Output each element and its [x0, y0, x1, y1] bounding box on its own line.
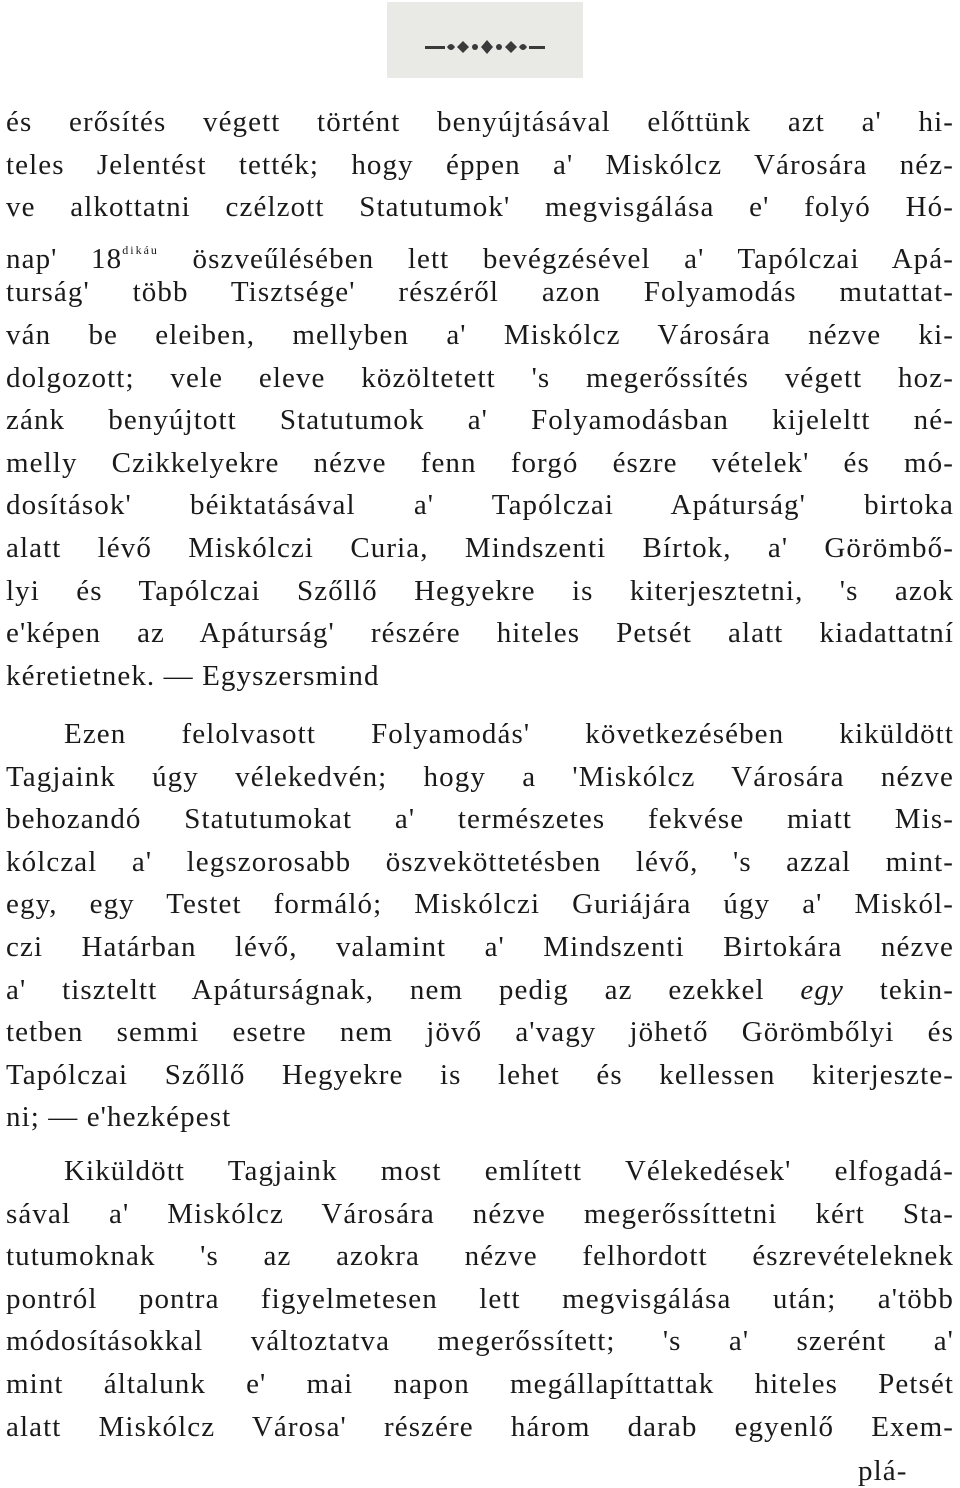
date-superscript: dikáu — [122, 242, 159, 257]
text-line: sával a' Miskólcz Városára nézve megerőssíttetni kért Sta- — [6, 1197, 954, 1230]
text-line: Tagjaink úgy vélekedvén; hogy a 'Miskólcz Városára nézve — [6, 760, 954, 793]
text-line: kéretietnek. — Egyszersmind — [6, 659, 380, 692]
text-line: melly Czikkelyekre nézve fenn forgó észre vételek' és mó- — [6, 446, 954, 479]
text-fragment: nap' 18 — [6, 242, 123, 275]
text-line-with-emphasis — [6, 969, 954, 1012]
text-fragment: tekin- — [879, 973, 954, 1006]
text-line: egy, egy Testet formáló; Miskólczi Guriájára úgy a' Miskól- — [6, 888, 954, 921]
text-line: pontról pontra figyelmetesen lett megvisgálása után; a'több — [6, 1282, 954, 1315]
text-line: tetben semmi esetre nem jövő a'vagy jöhető Görömbőlyi és — [6, 1016, 954, 1049]
decorative-ornament-icon — [387, 2, 583, 78]
text-line: dolgozott; vele eleve közöltetett 's megerőssítés végett hoz- — [6, 361, 954, 394]
text-line: kólczal a' legszorosabb öszveköttetésben lévő, 's azzal mint- — [6, 845, 954, 878]
paragraph-kikuldott — [6, 1150, 954, 1448]
paragraph-continued — [6, 101, 954, 697]
text-line: mint általunk e' mai napon megállapíttattak hiteles Petsét — [6, 1367, 954, 1400]
text-line: Tapólczai Szőllő Hegyekre is lehet és kellessen kiterjeszte- — [6, 1058, 954, 1091]
header-ornament — [387, 2, 583, 78]
text-line: turság' több Tisztsége' részéről azon Folyamodás mutattat- — [6, 276, 954, 309]
text-fragment: a' tiszteltt Apáturságnak, nem pedig az ezekkel — [6, 973, 765, 1006]
emphasized-word: egy — [800, 973, 844, 1006]
text-line: czi Határban lévő, valamint a' Mindszenti Birtokára nézve — [6, 930, 954, 963]
text-line-with-superscript — [6, 229, 955, 275]
paragraph-ezen — [6, 713, 954, 1139]
text-line: alatt lévő Miskólczi Curia, Mindszenti Bírtok, a' Görömbő- — [6, 531, 954, 564]
text-line: módosításokkal változtatva megerőssített; 's a' szerént a' — [6, 1325, 954, 1358]
text-line: dosítások' béiktatásával a' Tapólczai Apáturság' birtoka — [6, 489, 954, 522]
text-line: zánk benyújtott Statutumok a' Folyamodásban kijeleltt né- — [6, 404, 954, 437]
text-line: behozandó Statutumokat a' természetes fekvése miatt Mis- — [6, 803, 954, 836]
text-line: ni; — e'hezképest — [6, 1101, 232, 1134]
text-line: teles Jelentést tették; hogy éppen a' Miskólcz Városára néz- — [6, 148, 954, 181]
text-line: ve alkottatni czélzott Statutumok' megvisgálása e' folyó Hó- — [6, 191, 954, 224]
text-line: ván be eleiben, mellyben a' Miskólcz Városára nézve ki- — [6, 318, 954, 351]
text-line: tutumoknak 's az azokra nézve felhordott észrevételeknek — [6, 1240, 954, 1273]
text-line: e'képen az Apáturság' részére hiteles Petsét alatt kiadattatní — [6, 617, 954, 650]
text-line: Ezen felolvasott Folyamodás' következésében kiküldött — [64, 718, 954, 750]
catchword: plá- — [858, 1455, 908, 1487]
text-line: lyi és Tapólczai Szőllő Hegyekre is kiterjesztetni, 's azok — [6, 574, 954, 607]
text-fragment: öszveűlésében lett bevégzésével a' Tapólczai Apá- — [158, 242, 955, 275]
text-line: és erősítés végett történt benyújtásával előttünk azt a' hi- — [6, 106, 954, 138]
text-line: alatt Miskólcz Városa' részére három darab egyenlő Exem- — [6, 1410, 954, 1443]
text-line: Kiküldött Tagjaink most említett Vélekedések' elfogadá- — [64, 1155, 954, 1187]
